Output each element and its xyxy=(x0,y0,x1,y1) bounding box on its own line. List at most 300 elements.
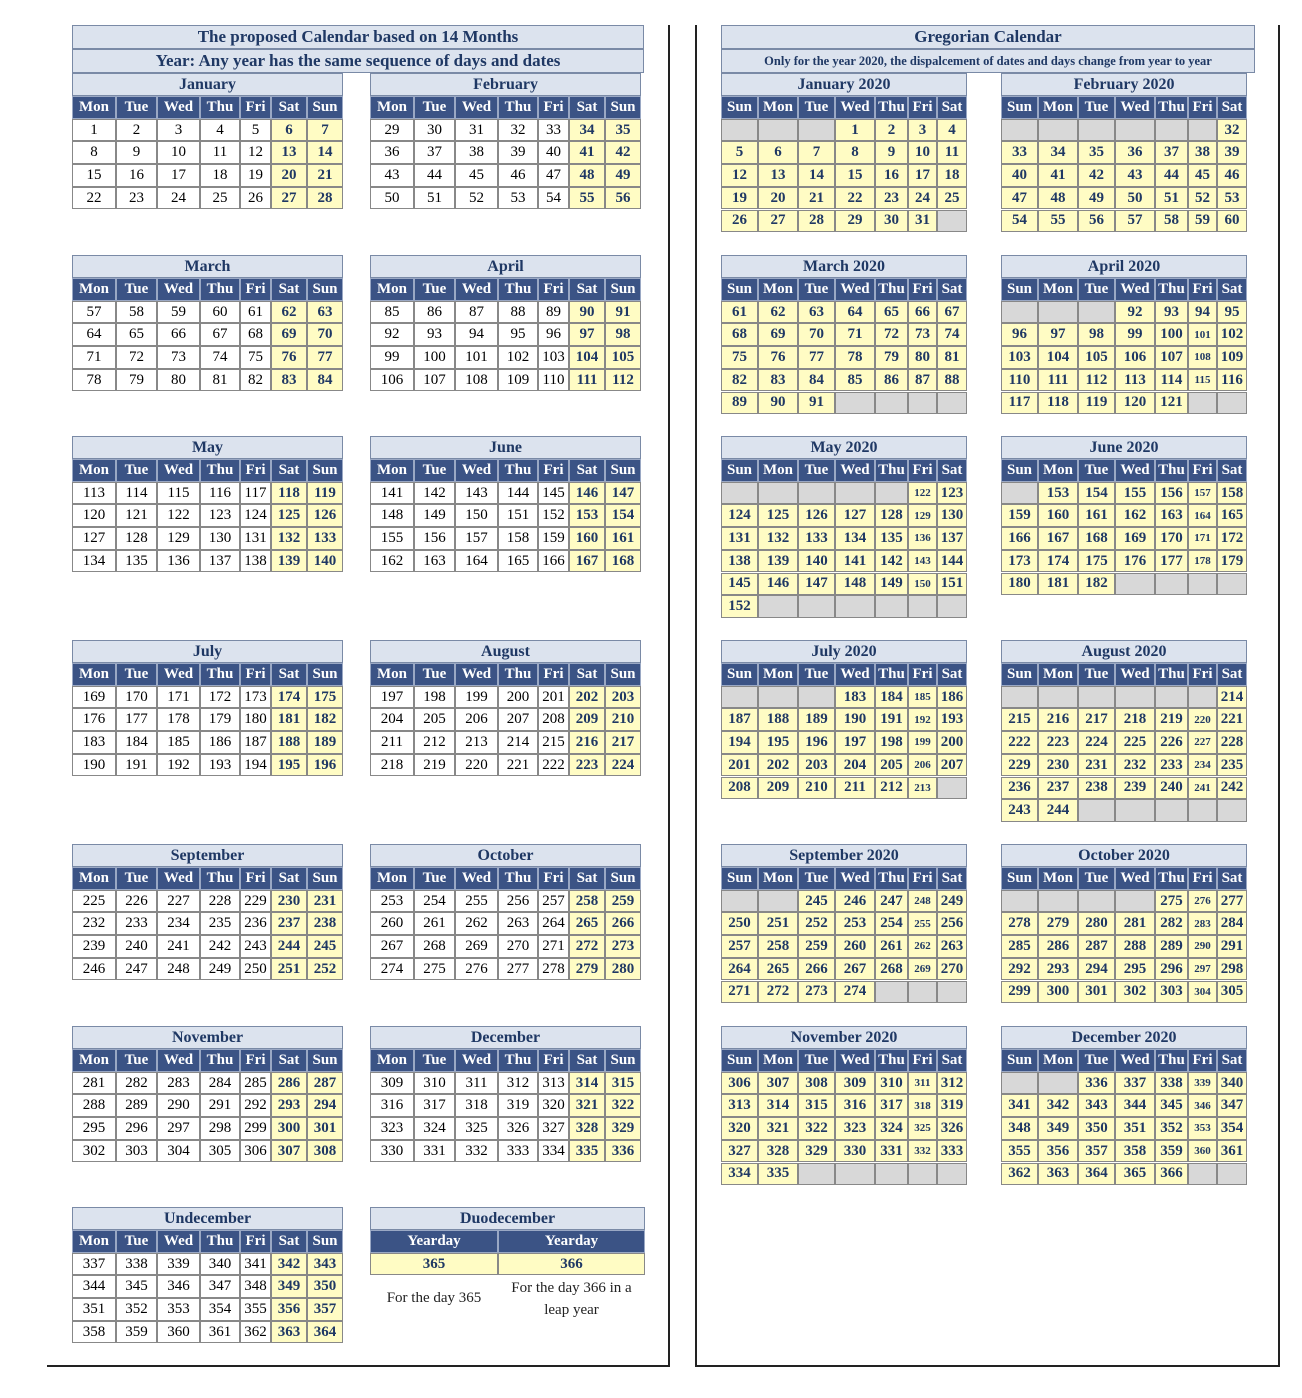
weekday-header: Thu xyxy=(498,663,538,686)
day-cell: 306 xyxy=(240,1140,271,1163)
day-cell: 255 xyxy=(455,890,498,913)
gregorian-day-cell: 28 xyxy=(798,210,835,233)
day-cell: 169 xyxy=(72,686,116,709)
empty-cell xyxy=(798,482,835,505)
gregorian-day-cell: 34 xyxy=(1038,141,1078,164)
gregorian-day-cell: 108 xyxy=(1188,346,1217,369)
day-cell: 90 xyxy=(569,301,605,324)
weekday-header: Fri xyxy=(538,867,569,890)
weekday-header: Sun xyxy=(307,663,343,686)
empty-cell xyxy=(1155,573,1188,596)
day-cell: 349 xyxy=(271,1275,307,1298)
weekday-header: Sun xyxy=(1001,459,1038,482)
day-cell: 339 xyxy=(157,1253,200,1276)
gregorian-day-cell: 365 xyxy=(1115,1163,1155,1186)
day-cell: 10 xyxy=(157,141,200,164)
weekday-header: Mon xyxy=(758,459,798,482)
empty-cell xyxy=(1001,686,1038,709)
day-cell: 354 xyxy=(200,1298,240,1321)
gregorian-month-title: September 2020 xyxy=(721,844,967,867)
gregorian-day-cell: 19 xyxy=(721,187,758,210)
gregorian-day-cell: 99 xyxy=(1115,323,1155,346)
gregorian-day-cell: 86 xyxy=(875,369,908,392)
weekday-header: Thu xyxy=(1155,1049,1188,1072)
day-cell: 164 xyxy=(455,550,498,573)
day-cell: 216 xyxy=(569,731,605,754)
gregorian-day-cell: 97 xyxy=(1038,323,1078,346)
gregorian-day-cell: 233 xyxy=(1155,754,1188,777)
day-cell: 159 xyxy=(538,527,569,550)
day-cell: 83 xyxy=(271,369,307,392)
gregorian-day-cell: 354 xyxy=(1217,1117,1247,1140)
weekday-header: Fri xyxy=(1188,96,1217,119)
day-cell: 231 xyxy=(307,890,343,913)
day-cell: 212 xyxy=(414,731,455,754)
weekday-header: Thu xyxy=(498,96,538,119)
gregorian-day-cell: 245 xyxy=(798,890,835,913)
weekday-header: Wed xyxy=(455,96,498,119)
empty-cell xyxy=(908,392,937,415)
weekday-header: Fri xyxy=(538,96,569,119)
day-cell: 42 xyxy=(605,141,641,164)
day-cell: 111 xyxy=(569,369,605,392)
gregorian-day-cell: 231 xyxy=(1078,754,1115,777)
empty-cell xyxy=(1155,119,1188,142)
gregorian-day-cell: 94 xyxy=(1188,301,1217,324)
gregorian-day-cell: 166 xyxy=(1001,527,1038,550)
day-cell: 353 xyxy=(157,1298,200,1321)
gregorian-day-cell: 16 xyxy=(875,164,908,187)
gregorian-day-cell: 210 xyxy=(798,777,835,800)
empty-cell xyxy=(1078,686,1115,709)
gregorian-day-cell: 4 xyxy=(937,119,967,142)
day-cell: 78 xyxy=(72,369,116,392)
empty-cell xyxy=(1155,799,1188,822)
day-cell: 58 xyxy=(116,301,157,324)
day-cell: 251 xyxy=(271,958,307,981)
day-cell: 44 xyxy=(414,164,455,187)
day-cell: 152 xyxy=(538,504,569,527)
gregorian-day-cell: 12 xyxy=(721,164,758,187)
weekday-header: Fri xyxy=(1188,867,1217,890)
day-cell: 245 xyxy=(307,935,343,958)
gregorian-day-cell: 204 xyxy=(835,754,875,777)
day-cell: 120 xyxy=(72,504,116,527)
weekday-header: Sat xyxy=(569,96,605,119)
weekday-header: Tue xyxy=(798,459,835,482)
gregorian-day-cell: 109 xyxy=(1217,346,1247,369)
gregorian-day-cell: 258 xyxy=(758,935,798,958)
gregorian-day-cell: 262 xyxy=(908,935,937,958)
day-cell: 273 xyxy=(605,935,641,958)
gregorian-day-cell: 3 xyxy=(908,119,937,142)
gregorian-day-cell: 295 xyxy=(1115,958,1155,981)
gregorian-day-cell: 351 xyxy=(1115,1117,1155,1140)
day-cell: 274 xyxy=(370,958,414,981)
month-title: August xyxy=(370,640,641,663)
gregorian-day-cell: 246 xyxy=(835,890,875,913)
weekday-header: Sun xyxy=(1001,867,1038,890)
gregorian-day-cell: 288 xyxy=(1115,935,1155,958)
gregorian-day-cell: 61 xyxy=(721,301,758,324)
month-title: May xyxy=(72,436,343,459)
day-cell: 340 xyxy=(200,1253,240,1276)
gregorian-day-cell: 184 xyxy=(875,686,908,709)
gregorian-day-cell: 216 xyxy=(1038,708,1078,731)
weekday-header: Sat xyxy=(937,663,967,686)
day-cell: 330 xyxy=(370,1140,414,1163)
gregorian-day-cell: 51 xyxy=(1155,187,1188,210)
gregorian-day-cell: 203 xyxy=(798,754,835,777)
gregorian-day-cell: 70 xyxy=(798,323,835,346)
day-cell: 176 xyxy=(72,708,116,731)
weekday-header: Fri xyxy=(1188,1049,1217,1072)
gregorian-day-cell: 134 xyxy=(835,527,875,550)
gregorian-day-cell: 176 xyxy=(1115,550,1155,573)
day-cell: 92 xyxy=(370,323,414,346)
weekday-header: Tue xyxy=(1078,867,1115,890)
day-cell: 155 xyxy=(370,527,414,550)
day-cell: 39 xyxy=(498,141,538,164)
day-cell: 203 xyxy=(605,686,641,709)
weekday-header: Tue xyxy=(116,867,157,890)
day-cell: 95 xyxy=(498,323,538,346)
gregorian-month-title: April 2020 xyxy=(1001,255,1247,278)
gregorian-day-cell: 311 xyxy=(908,1072,937,1095)
day-cell: 260 xyxy=(370,912,414,935)
gregorian-day-cell: 81 xyxy=(937,346,967,369)
day-cell: 170 xyxy=(116,686,157,709)
day-cell: 105 xyxy=(605,346,641,369)
month-title: September xyxy=(72,844,343,867)
gregorian-day-cell: 266 xyxy=(798,958,835,981)
day-cell: 223 xyxy=(569,754,605,777)
day-cell: 149 xyxy=(414,504,455,527)
day-cell: 219 xyxy=(414,754,455,777)
gregorian-day-cell: 140 xyxy=(798,550,835,573)
day-cell: 179 xyxy=(200,708,240,731)
weekday-header: Mon xyxy=(1038,663,1078,686)
gregorian-day-cell: 223 xyxy=(1038,731,1078,754)
empty-cell xyxy=(1188,1163,1217,1186)
weekday-header: Sun xyxy=(307,278,343,301)
day-cell: 272 xyxy=(569,935,605,958)
day-cell: 241 xyxy=(157,935,200,958)
day-cell: 211 xyxy=(370,731,414,754)
gregorian-day-cell: 163 xyxy=(1155,504,1188,527)
day-cell: 321 xyxy=(569,1094,605,1117)
gregorian-day-cell: 269 xyxy=(908,958,937,981)
gregorian-day-cell: 197 xyxy=(835,731,875,754)
day-cell: 57 xyxy=(72,301,116,324)
empty-cell xyxy=(1188,686,1217,709)
day-cell: 240 xyxy=(116,935,157,958)
day-cell: 342 xyxy=(271,1253,307,1276)
day-cell: 79 xyxy=(116,369,157,392)
weekday-header: Wed xyxy=(455,459,498,482)
gregorian-day-cell: 38 xyxy=(1188,141,1217,164)
day-cell: 293 xyxy=(271,1094,307,1117)
gregorian-day-cell: 117 xyxy=(1001,392,1038,415)
day-cell: 257 xyxy=(538,890,569,913)
gregorian-day-cell: 31 xyxy=(908,210,937,233)
day-cell: 150 xyxy=(455,504,498,527)
day-cell: 61 xyxy=(240,301,271,324)
weekday-header: Wed xyxy=(157,867,200,890)
day-cell: 2 xyxy=(116,119,157,142)
day-cell: 217 xyxy=(605,731,641,754)
gregorian-day-cell: 73 xyxy=(908,323,937,346)
day-cell: 88 xyxy=(498,301,538,324)
empty-cell xyxy=(1078,890,1115,913)
day-cell: 3 xyxy=(157,119,200,142)
weekday-header: Sat xyxy=(937,278,967,301)
day-cell: 60 xyxy=(200,301,240,324)
weekday-header: Thu xyxy=(498,1049,538,1072)
gregorian-month-title: July 2020 xyxy=(721,640,967,663)
day-cell: 271 xyxy=(538,935,569,958)
weekday-header: Tue xyxy=(798,1049,835,1072)
day-cell: 277 xyxy=(498,958,538,981)
day-cell: 193 xyxy=(200,754,240,777)
gregorian-day-cell: 212 xyxy=(875,777,908,800)
day-cell: 127 xyxy=(72,527,116,550)
empty-cell xyxy=(1188,392,1217,415)
gregorian-day-cell: 128 xyxy=(875,504,908,527)
gregorian-day-cell: 359 xyxy=(1155,1140,1188,1163)
gregorian-day-cell: 152 xyxy=(721,595,758,618)
weekday-header: Fri xyxy=(240,1049,271,1072)
day-cell: 8 xyxy=(72,141,116,164)
gregorian-day-cell: 335 xyxy=(758,1163,798,1186)
gregorian-day-cell: 126 xyxy=(798,504,835,527)
gregorian-day-cell: 72 xyxy=(875,323,908,346)
empty-cell xyxy=(1001,301,1038,324)
gregorian-day-cell: 172 xyxy=(1217,527,1247,550)
weekday-header: Fri xyxy=(1188,459,1217,482)
weekday-header: Mon xyxy=(1038,1049,1078,1072)
day-cell: 312 xyxy=(498,1072,538,1095)
day-cell: 361 xyxy=(200,1321,240,1344)
gregorian-day-cell: 55 xyxy=(1038,210,1078,233)
gregorian-day-cell: 337 xyxy=(1115,1072,1155,1095)
empty-cell xyxy=(835,1163,875,1186)
day-cell: 40 xyxy=(538,141,569,164)
gregorian-day-cell: 293 xyxy=(1038,958,1078,981)
day-cell: 52 xyxy=(455,187,498,210)
weekday-header: Sun xyxy=(307,867,343,890)
day-cell: 9 xyxy=(116,141,157,164)
weekday-header: Sun xyxy=(1001,663,1038,686)
weekday-header: Mon xyxy=(370,278,414,301)
gregorian-day-cell: 145 xyxy=(721,573,758,596)
day-cell: 341 xyxy=(240,1253,271,1276)
day-cell: 139 xyxy=(271,550,307,573)
gregorian-day-cell: 119 xyxy=(1078,392,1115,415)
gregorian-day-cell: 141 xyxy=(835,550,875,573)
gregorian-day-cell: 247 xyxy=(875,890,908,913)
gregorian-day-cell: 173 xyxy=(1001,550,1038,573)
day-cell: 234 xyxy=(157,912,200,935)
gregorian-day-cell: 241 xyxy=(1188,777,1217,800)
weekday-header: Tue xyxy=(116,1230,157,1253)
gregorian-day-cell: 284 xyxy=(1217,912,1247,935)
gregorian-day-cell: 227 xyxy=(1188,731,1217,754)
gregorian-day-cell: 39 xyxy=(1217,141,1247,164)
gregorian-day-cell: 327 xyxy=(721,1140,758,1163)
day-cell: 358 xyxy=(72,1321,116,1344)
empty-cell xyxy=(1001,119,1038,142)
day-cell: 99 xyxy=(370,346,414,369)
day-cell: 27 xyxy=(271,187,307,210)
weekday-header: Sat xyxy=(271,867,307,890)
gregorian-day-cell: 167 xyxy=(1038,527,1078,550)
empty-cell xyxy=(835,595,875,618)
gregorian-day-cell: 281 xyxy=(1115,912,1155,935)
gregorian-day-cell: 191 xyxy=(875,708,908,731)
gregorian-day-cell: 360 xyxy=(1188,1140,1217,1163)
day-cell: 332 xyxy=(455,1140,498,1163)
day-cell: 28 xyxy=(307,187,343,210)
empty-cell xyxy=(875,981,908,1004)
gregorian-day-cell: 334 xyxy=(721,1163,758,1186)
gregorian-day-cell: 299 xyxy=(1001,981,1038,1004)
empty-cell xyxy=(1078,301,1115,324)
day-cell: 289 xyxy=(116,1094,157,1117)
gregorian-calendar-subtitle: Only for the year 2020, the dispalcement of dates and days change from year to year xyxy=(721,49,1255,73)
empty-cell xyxy=(937,595,967,618)
gregorian-day-cell: 150 xyxy=(908,573,937,596)
gregorian-day-cell: 24 xyxy=(908,187,937,210)
day-cell: 355 xyxy=(240,1298,271,1321)
empty-cell xyxy=(937,210,967,233)
month-title: Undecember xyxy=(72,1207,343,1230)
weekday-header: Sat xyxy=(569,1049,605,1072)
day-cell: 224 xyxy=(605,754,641,777)
day-cell: 146 xyxy=(569,482,605,505)
day-cell: 297 xyxy=(157,1117,200,1140)
gregorian-day-cell: 294 xyxy=(1078,958,1115,981)
gregorian-day-cell: 165 xyxy=(1217,504,1247,527)
gregorian-day-cell: 305 xyxy=(1217,981,1247,1004)
empty-cell xyxy=(721,482,758,505)
day-cell: 73 xyxy=(157,346,200,369)
gregorian-day-cell: 76 xyxy=(758,346,798,369)
day-cell: 215 xyxy=(538,731,569,754)
weekday-header: Wed xyxy=(835,459,875,482)
day-cell: 227 xyxy=(157,890,200,913)
gregorian-day-cell: 64 xyxy=(835,301,875,324)
day-cell: 190 xyxy=(72,754,116,777)
weekday-header: Tue xyxy=(798,663,835,686)
day-cell: 228 xyxy=(200,890,240,913)
day-cell: 308 xyxy=(307,1140,343,1163)
gregorian-day-cell: 316 xyxy=(835,1094,875,1117)
gregorian-day-cell: 193 xyxy=(937,708,967,731)
day-cell: 74 xyxy=(200,346,240,369)
day-cell: 24 xyxy=(157,187,200,210)
day-cell: 132 xyxy=(271,527,307,550)
gregorian-day-cell: 100 xyxy=(1155,323,1188,346)
gregorian-day-cell: 302 xyxy=(1115,981,1155,1004)
day-cell: 267 xyxy=(370,935,414,958)
day-cell: 285 xyxy=(240,1072,271,1095)
gregorian-day-cell: 57 xyxy=(1115,210,1155,233)
day-cell: 141 xyxy=(370,482,414,505)
weekday-header: Mon xyxy=(758,663,798,686)
gregorian-day-cell: 88 xyxy=(937,369,967,392)
gregorian-day-cell: 32 xyxy=(1217,119,1247,142)
gregorian-day-cell: 209 xyxy=(758,777,798,800)
weekday-header: Sun xyxy=(721,663,758,686)
gregorian-day-cell: 74 xyxy=(937,323,967,346)
empty-cell xyxy=(1188,799,1217,822)
day-cell: 175 xyxy=(307,686,343,709)
day-cell: 195 xyxy=(271,754,307,777)
day-cell: 109 xyxy=(498,369,538,392)
day-cell: 313 xyxy=(538,1072,569,1095)
gregorian-day-cell: 319 xyxy=(937,1094,967,1117)
gregorian-day-cell: 282 xyxy=(1155,912,1188,935)
day-cell: 183 xyxy=(72,731,116,754)
gregorian-day-cell: 356 xyxy=(1038,1140,1078,1163)
empty-cell xyxy=(908,595,937,618)
day-cell: 334 xyxy=(538,1140,569,1163)
weekday-header: Fri xyxy=(908,278,937,301)
weekday-header: Fri xyxy=(240,663,271,686)
day-cell: 326 xyxy=(498,1117,538,1140)
gregorian-day-cell: 48 xyxy=(1038,187,1078,210)
weekday-header: Tue xyxy=(414,459,455,482)
weekday-header: Sat xyxy=(937,1049,967,1072)
day-cell: 346 xyxy=(157,1275,200,1298)
gregorian-day-cell: 93 xyxy=(1155,301,1188,324)
day-cell: 232 xyxy=(72,912,116,935)
day-cell: 300 xyxy=(271,1117,307,1140)
yearday-365-note: For the day 365 xyxy=(386,1290,482,1306)
gregorian-day-cell: 248 xyxy=(908,890,937,913)
gregorian-day-cell: 174 xyxy=(1038,550,1078,573)
day-cell: 34 xyxy=(569,119,605,142)
day-cell: 218 xyxy=(370,754,414,777)
empty-cell xyxy=(908,1163,937,1186)
empty-cell xyxy=(1217,392,1247,415)
gregorian-day-cell: 322 xyxy=(798,1117,835,1140)
empty-cell xyxy=(1188,119,1217,142)
day-cell: 11 xyxy=(200,141,240,164)
gregorian-day-cell: 306 xyxy=(721,1072,758,1095)
gregorian-day-cell: 291 xyxy=(1217,935,1247,958)
gregorian-day-cell: 101 xyxy=(1188,323,1217,346)
gregorian-day-cell: 43 xyxy=(1115,164,1155,187)
gregorian-day-cell: 290 xyxy=(1188,935,1217,958)
gregorian-day-cell: 91 xyxy=(798,392,835,415)
day-cell: 320 xyxy=(538,1094,569,1117)
weekday-header: Wed xyxy=(157,96,200,119)
gregorian-day-cell: 183 xyxy=(835,686,875,709)
day-cell: 242 xyxy=(200,935,240,958)
day-cell: 324 xyxy=(414,1117,455,1140)
weekday-header: Thu xyxy=(498,278,538,301)
day-cell: 356 xyxy=(271,1298,307,1321)
day-cell: 189 xyxy=(307,731,343,754)
gregorian-day-cell: 273 xyxy=(798,981,835,1004)
gregorian-day-cell: 357 xyxy=(1078,1140,1115,1163)
gregorian-day-cell: 213 xyxy=(908,777,937,800)
weekday-header: Wed xyxy=(157,1049,200,1072)
month-title: February xyxy=(370,73,641,96)
gregorian-day-cell: 296 xyxy=(1155,958,1188,981)
